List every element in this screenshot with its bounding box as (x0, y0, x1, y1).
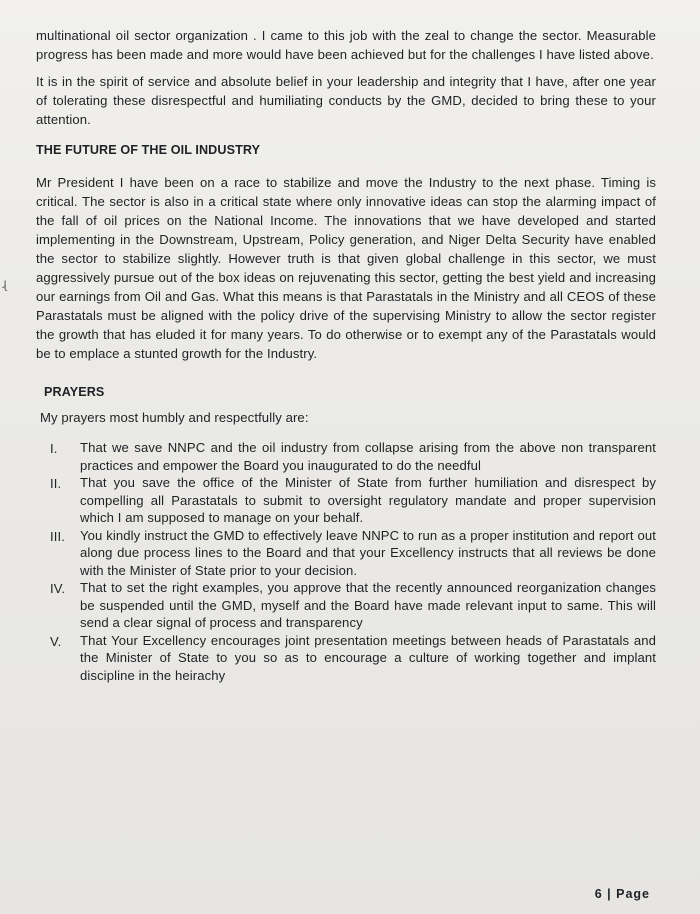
list-item (36, 579, 656, 632)
list-item-number: V. (50, 633, 62, 649)
list-item-text: You kindly instruct the GMD to effectively leave NNPC to run as a proper institution and report out along due process lines to the Board and that your Excellency instructs that all reviews be done with the Minister of State prior to your decision. (80, 527, 656, 578)
list-item (36, 632, 656, 685)
margin-mark-icon: ɻ (2, 275, 7, 291)
list-item-text: That we save NNPC and the oil industry from collapse arising from the above non transparent practices and empower the Board you inaugurated to do the needful (80, 440, 656, 473)
list-item (36, 439, 656, 474)
list-item (36, 527, 656, 580)
list-item-number: II. (50, 476, 62, 491)
list-item (36, 474, 656, 527)
list-item-text: That you save the office of the Minister of State from further humiliation and disrespect by compelling all Parastatals to submit to oversight regulatory mandate and proper supervision which I am supposed to manage on your behalf. (80, 475, 656, 525)
list-item-text: That Your Excellency encourages joint presentation meetings between heads of Parastatals and the Minister of State to you so as to encourage a culture of working together and implant discipline in the heirachy (80, 632, 656, 683)
list-item-number: IV. (50, 581, 66, 596)
prayers-intro: My prayers most humbly and respectfully are: (40, 410, 309, 425)
list-item-number: III. (50, 528, 65, 544)
page-number: 6 | Page (594, 887, 650, 901)
list-item-number: I. (50, 441, 58, 456)
section-heading-future: THE FUTURE OF THE OIL INDUSTRY (36, 143, 261, 157)
section-heading-prayers: PRAYERS (44, 385, 105, 399)
prayers-list (36, 439, 656, 684)
list-item-text: That to set the right examples, you approve that the recently announced reorganization changes be suspended until the GMD, myself and the Board have made relevant input to same. This will send a clear signal of process and transparency (80, 580, 656, 630)
paragraph-future: Mr President I have been on a race to stabilize and move the Industry to the next phase. Timing is critical. The sector is also in a critical state where only innovative ideas can stop the alarming impact of the fall of oil prices on the National Income. The innovations that we have developed and started implementing in the Downstream, Upstream, Policy generation, and Niger Delta Security have enabled the sector to stabilize slightly. However truth is that given global challenge in this sector, we must aggressively pursue out of the box ideas on rejuvenating this sector, getting the best yield and increasing our earnings from Oil and Gas. What this means is that Parastatals in the Ministry and all CEOS of these Parastatals must be aligned with the policy drive of the supervising Ministry to allow the sector register the growth that has eluded it for many years. To do otherwise or to exempt any of the Parastatals would be to emplace a stunted growth for the Industry. (36, 175, 656, 361)
paragraph-spirit: It is in the spirit of service and absolute belief in your leadership and integrity that I have, after one year of tolerating these disrespectful and humiliating conducts by the GMD, decided to bring these to your attention. (36, 74, 656, 127)
paragraph-intro: multinational oil sector organization . I came to this job with the zeal to change the sector. Measurable progress has been made and more would have been achieved but for the challenges I have listed above. (36, 28, 656, 62)
